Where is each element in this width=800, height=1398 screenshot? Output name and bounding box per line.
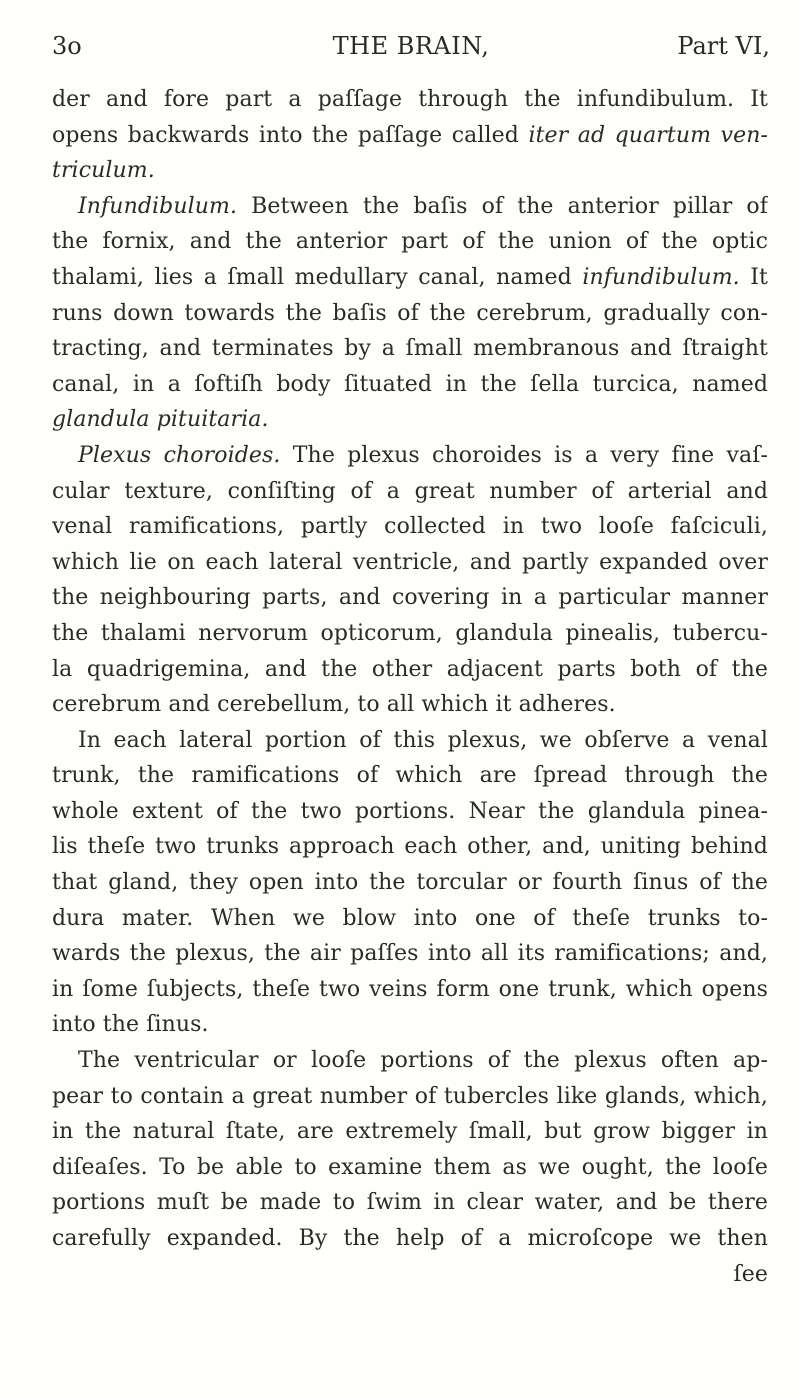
text-run: cerebrum and cerebellum, to all which it adheres. <box>52 692 616 718</box>
text-run: the fornix, and the anterior part of the union of the optic <box>52 229 768 255</box>
text-run: in ſome ſubjects, theſe two veins form one trunk, which opens <box>52 976 768 1002</box>
text-run: into the ſinus. <box>52 1012 209 1038</box>
text-line <box>52 1007 768 1043</box>
text-line <box>52 687 768 723</box>
text-run: lis theſe two trunks approach each other, and, uniting behind <box>52 834 768 860</box>
text-line <box>52 936 768 972</box>
text-run: la quadrigemina, and the other adjacent parts both of the <box>52 656 768 682</box>
text-line <box>52 1221 768 1257</box>
text-run: der and fore part a paſſage through the infundibulum. It <box>52 87 768 112</box>
text-line <box>52 153 768 189</box>
text-run: whole extent of the two portions. Near the glandula pinea- <box>52 798 768 824</box>
text-run: the neighbouring parts, and covering in a particular manner <box>52 585 768 611</box>
text-run: carefully expanded. By the help of a microſcope we then <box>52 1226 768 1251</box>
text-line <box>52 118 768 154</box>
text-run: diſeaſes. To be able to examine them as we ought, the looſe <box>52 1154 768 1180</box>
text-line <box>52 1185 768 1221</box>
text-run: It <box>739 264 768 290</box>
text-line <box>52 367 768 403</box>
text-run: Between the baſis of the anterior pillar of <box>237 193 768 219</box>
text-line <box>52 189 768 225</box>
body-text <box>52 82 768 1292</box>
italic-text: glandula pituitaria. <box>52 407 269 433</box>
text-line <box>52 758 768 794</box>
running-header <box>52 28 770 64</box>
text-line <box>52 224 768 260</box>
text-line <box>52 1150 768 1186</box>
text-run: venal ramifications, partly collected in two looſe faſciculi, <box>52 514 768 540</box>
text-run: trunk, the ramifications of which are ſpread through the <box>52 763 768 789</box>
text-line <box>52 616 768 652</box>
text-run: In each lateral portion of this plexus, we obſerve a venal <box>78 727 768 753</box>
text-run: wards the plexus, the air paſſes into all its ramifications; and, <box>52 941 768 967</box>
text-line <box>52 1043 768 1079</box>
text-line <box>52 901 768 937</box>
text-run: portions muſt be made to ſwim in clear water, and be there <box>52 1190 768 1216</box>
text-line <box>52 545 768 581</box>
text-line <box>52 260 768 296</box>
text-line <box>52 1079 768 1115</box>
text-run: ſee <box>733 1261 768 1287</box>
text-run: The ventricular or looſe portions of the plexus often ap- <box>78 1048 768 1074</box>
text-line <box>52 794 768 830</box>
text-line <box>52 331 768 367</box>
text-run: canal, in a ſoftiſh body ſituated in the ſella turcica, named <box>52 371 768 397</box>
text-line <box>52 580 768 616</box>
text-run: opens backwards into the paſſage called <box>52 122 529 148</box>
text-run: in the natural ſtate, are extremely ſmall, but grow bigger in <box>52 1119 768 1145</box>
text-line <box>52 865 768 901</box>
part-label: Part VI, <box>677 32 770 60</box>
text-run: which lie on each lateral ventricle, and partly expanded over <box>52 549 768 575</box>
italic-text: triculum. <box>52 158 155 184</box>
text-run: The plexus choroides is a very fine vaſ- <box>280 442 768 468</box>
italic-text: iter ad quartum ven- <box>528 122 768 148</box>
text-run: runs down towards the baſis of the cerebrum, gradually con- <box>52 300 768 326</box>
text-run: tracting, and terminates by a ſmall membranous and ſtraight <box>52 336 768 362</box>
text-line <box>52 652 768 688</box>
text-line <box>52 296 768 332</box>
text-line <box>52 438 768 474</box>
text-run: the thalami nervorum opticorum, glandula pinealis, tubercu- <box>52 620 768 646</box>
text-line <box>52 509 768 545</box>
text-line <box>52 723 768 759</box>
text-run: cular texture, conſiſting of a great number of arterial and <box>52 478 768 504</box>
text-line <box>52 82 768 118</box>
running-title: THE BRAIN, <box>332 32 490 60</box>
text-run: thalami, lies a ſmall medullary canal, named <box>52 264 583 290</box>
text-line <box>52 1257 768 1293</box>
italic-text: Plexus choroides. <box>78 442 281 468</box>
text-line <box>52 474 768 510</box>
text-line <box>52 402 768 438</box>
italic-text: infundibulum. <box>582 264 740 290</box>
text-line <box>52 972 768 1008</box>
text-run: pear to contain a great number of tubercles like glands, which, <box>52 1083 768 1109</box>
page-number: 3o <box>52 32 82 60</box>
text-line <box>52 829 768 865</box>
text-run: that gland, they open into the torcular or fourth ſinus of the <box>52 870 768 896</box>
text-line <box>52 1114 768 1150</box>
text-run: dura mater. When we blow into one of theſe trunks to- <box>52 905 768 931</box>
italic-text: Infundibulum. <box>78 193 238 219</box>
